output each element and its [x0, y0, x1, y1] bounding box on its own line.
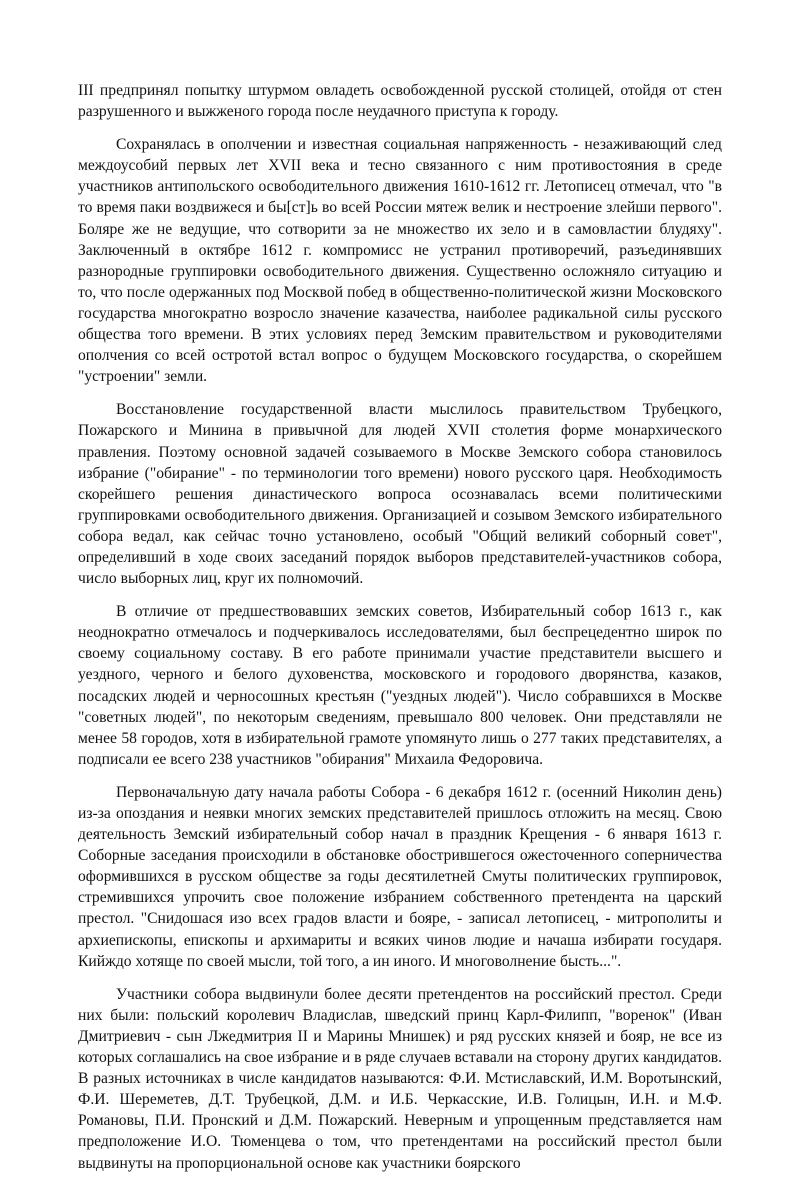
paragraph-4: В отличие от предшествовавших земских советов, Избирательный собор 1613 г., как неоднократно отмечалось и подчеркивалось исследователями, был беспрецедентно широк по своему социальному составу. В его работе принимали участие представители высшего и уездного, черного и белого духовенства, московского и городового дворянства, казаков, посадских людей и черносошных крестьян ("уездных людей"). Число собравшихся в Москве "советных людей", по некоторым сведениям, превышало 800 человек. Они представляли не менее 58 городов, хотя в избирательной грамоте упомянуто лишь о 277 таких представителях, а подписали ее всего 238 участников "обирания" Михаила Федоровича.: [78, 603, 722, 768]
paragraph-1: III предпринял попытку штурмом овладеть освобожденной русской столицей, отойдя от стен разрушенного и выжженого города после неудачного приступа к городу.: [78, 82, 722, 121]
paragraph-6: Участники собора выдвинули более десяти претендентов на российский престол. Среди них были: польский королевич Владислав, шведский принц Карл-Филипп, "воренок" (Иван Дмитриевич - сын Лжедмитрия II и Марины Мнишек) и ряд русских князей и бояр, не все из которых соглашались на свое избрание и в ряде случаев вставали на сторону других кандидатов. В разных источниках в числе кандидатов называются: Ф.И. Мстиславский, И.М. Воротынский, Ф.И. Шереметев, Д.Т. Трубецкой, Д.М. и И.Б. Черкасские, И.В. Голицын, И.Н. и М.Ф. Романовы, П.И. Пронский и Д.М. Пожарский. Неверным и упрощенным представляется нам предположение И.О. Тюменцева о том, что претендентами на российский престол были выдвинуты на пропорциональной основе как участники боярского: [78, 985, 722, 1172]
paragraph-2: Сохранялась в ополчении и известная социальная напряженность - незаживающий след междоусобий первых лет XVII века и тесно связанного с ним противостояния в среде участников антипольского освободительного движения 1610-1612 гг. Летописец отмечал, что "в то время паки воздвижеся и бы[ст]ь во всей России мятеж велик и нестроение злейши первого". Боляре же не ведущие, что сотворити за не множество их зело и в самовластии блудяху". Заключенный в октябре 1612 г. компромисс не устранил противоречий, разъединявших разнородные группировки освободительного движения. Существенно осложняло ситуацию и то, что после одержанных под Москвой побед в общественно-политической жизни Московского государства многократно возросло значение казачества, наиболее радикальной силы русского общества того времени. В этих условиях перед Земским правительством и руководителями ополчения со всей остротой встал вопрос о будущем Московского государства, о скорейшем "устроении" земли.: [78, 136, 722, 386]
document-page: [78, 80, 722, 1186]
paragraph-3: Восстановление государственной власти мыслилось правительством Трубецкого, Пожарского и Минина в привычной для людей XVII столетия форме монархического правления. Поэтому основной задачей созываемого в Москве Земского собора становилось избрание ("обирание" - по терминологии того времени) нового русского царя. Необходимость скорейшего решения династического вопроса осознавалась всеми политическими группировками освободительного движения. Организацией и созывом Земского избирательного собора ведал, как сейчас точно установлено, особый "Общий великий соборный совет", определивший в ходе своих заседаний порядок выборов представителей-участников собора, число выборных лиц, круг их полномочий.: [78, 401, 722, 588]
paragraph-5: Первоначальную дату начала работы Собора - 6 декабря 1612 г. (осенний Николин день) из-за опоздания и неявки многих земских представителей пришлось отложить на месяц. Свою деятельность Земский избирательный собор начал в праздник Крещения - 6 января 1613 г. Соборные заседания происходили в обстановке обострившегося ожесточенного соперничества оформившихся в русском обществе за годы десятилетней Смуты политических группировок, стремившихся упрочить свое положение избранием собственного претендента на царский престол. "Снидошася изо всех градов власти и бояре, - записал летописец, - митрополиты и архиепископы, епископы и архимариты и всяких чинов людие и начаша избирати государя. Кийждо хотяще по своей мысли, той того, а ин иного. И многоволнение бысть...".: [78, 783, 722, 970]
